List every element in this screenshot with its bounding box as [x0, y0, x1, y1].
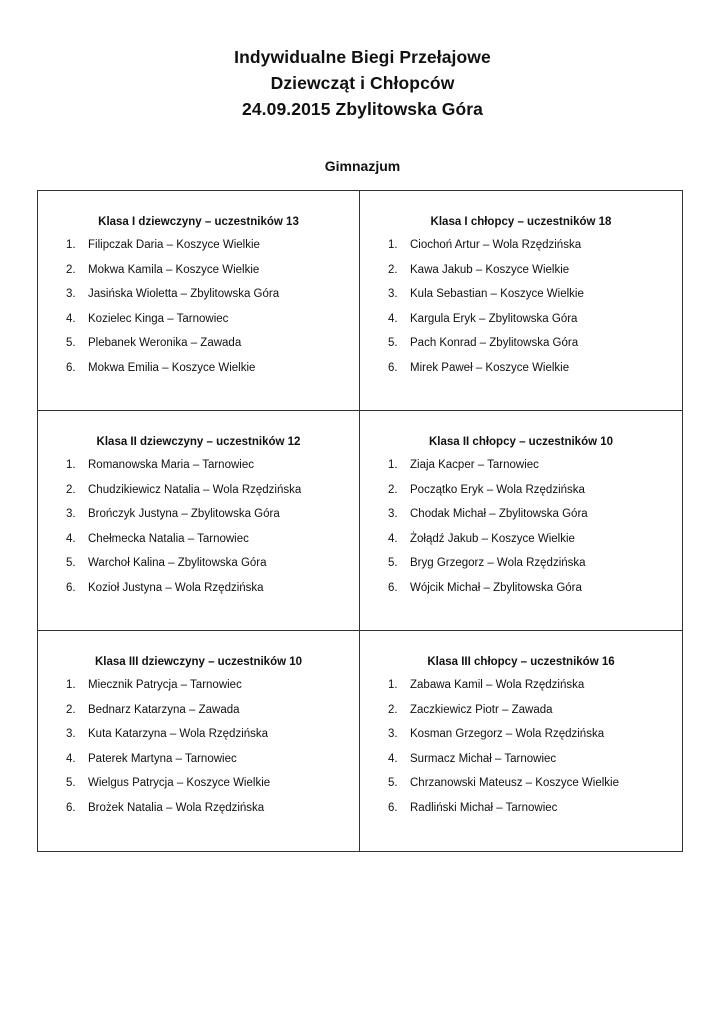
results-group-cell [360, 631, 682, 851]
entry-place-number: 3. [388, 728, 398, 741]
entry-place-number: 3. [388, 288, 398, 301]
entry-name-school: Wielgus Patrycja – Koszyce Wielkie [88, 777, 271, 790]
entry-name-school: Kula Sebastian – Koszyce Wielkie [410, 288, 584, 301]
ranking-list [66, 233, 349, 381]
entry-name-school: Żołądź Jakub – Koszyce Wielkie [410, 532, 575, 545]
entry-place-number: 2. [388, 483, 398, 496]
ranking-entry [66, 331, 349, 356]
ranking-entry [66, 527, 349, 552]
ranking-entry [388, 233, 672, 258]
results-group-cell [360, 411, 682, 631]
entry-name-school: Mokwa Kamila – Koszyce Wielkie [88, 263, 260, 276]
entry-place-number: 4. [66, 752, 76, 765]
ranking-entry [388, 331, 672, 356]
results-table [37, 190, 683, 852]
entry-place-number: 1. [66, 239, 76, 251]
group-heading: Klasa II chłopcy – uczestników 10 [428, 436, 614, 448]
ranking-entry [388, 673, 672, 698]
ranking-entry [388, 282, 672, 307]
ranking-entry [388, 356, 672, 381]
ranking-list [66, 673, 349, 821]
entry-place-number: 6. [388, 361, 398, 374]
entry-place-number: 6. [66, 801, 76, 814]
entry-place-number: 4. [388, 312, 398, 325]
entry-place-number: 3. [66, 288, 76, 301]
ranking-entry [66, 233, 349, 258]
school-level-subtitle: Gimnazjum [324, 158, 401, 174]
results-group-cell [38, 191, 360, 411]
entry-name-school: Kawa Jakub – Koszyce Wielkie [410, 263, 570, 276]
entry-name-school: Brończyk Justyna – Zbylitowska Góra [88, 508, 280, 521]
ranking-entry [388, 258, 672, 283]
entry-name-school: Miecznik Patrycja – Tarnowiec [88, 679, 242, 691]
ranking-list [388, 233, 672, 381]
entry-place-number: 3. [66, 508, 76, 521]
entry-place-number: 5. [66, 557, 76, 570]
entry-place-number: 5. [66, 777, 76, 790]
ranking-entry [66, 747, 349, 772]
ranking-entry [66, 307, 349, 332]
entry-place-number: 4. [388, 752, 398, 765]
entry-place-number: 2. [66, 263, 76, 276]
entry-place-number: 4. [66, 532, 76, 545]
entry-name-school: Radliński Michał – Tarnowiec [410, 801, 558, 814]
ranking-entry [66, 356, 349, 381]
ranking-entry [388, 722, 672, 747]
entry-place-number: 1. [388, 679, 398, 691]
entry-place-number: 6. [66, 581, 76, 594]
entry-name-school: Ziaja Kacper – Tarnowiec [410, 459, 539, 471]
entry-place-number: 6. [388, 581, 398, 594]
entry-name-school: Chudzikiewicz Natalia – Wola Rzędzińska [88, 483, 302, 496]
entry-name-school: Początko Eryk – Wola Rzędzińska [410, 483, 585, 496]
group-heading: Klasa I chłopcy – uczestników 18 [430, 216, 612, 228]
entry-place-number: 5. [388, 557, 398, 570]
entry-name-school: Warchoł Kalina – Zbylitowska Góra [88, 557, 267, 570]
ranking-entry [388, 747, 672, 772]
entry-place-number: 1. [66, 459, 76, 471]
ranking-entry [388, 502, 672, 527]
entry-name-school: Plebanek Weronika – Zawada [88, 337, 242, 350]
entry-name-school: Kargula Eryk – Zbylitowska Góra [410, 312, 578, 325]
ranking-entry [66, 771, 349, 796]
entry-place-number: 1. [388, 239, 398, 251]
entry-name-school: Chrzanowski Mateusz – Koszyce Wielkie [410, 777, 619, 790]
entry-place-number: 5. [388, 337, 398, 350]
entry-name-school: Bednarz Katarzyna – Zawada [88, 703, 240, 716]
entry-place-number: 4. [66, 312, 76, 325]
entry-name-school: Filipczak Daria – Koszyce Wielkie [88, 239, 260, 251]
entry-place-number: 2. [66, 483, 76, 496]
entry-place-number: 5. [66, 337, 76, 350]
ranking-entry [66, 722, 349, 747]
ranking-entry [66, 698, 349, 723]
ranking-entry [388, 796, 672, 821]
entry-place-number: 4. [388, 532, 398, 545]
ranking-entry [66, 502, 349, 527]
entry-place-number: 2. [388, 703, 398, 716]
ranking-entry [66, 453, 349, 478]
ranking-entry [388, 576, 672, 601]
ranking-entry [66, 258, 349, 283]
entry-name-school: Paterek Martyna – Tarnowiec [88, 752, 237, 765]
group-heading: Klasa I dziewczyny – uczestników 13 [98, 216, 299, 228]
ranking-entry [66, 673, 349, 698]
group-heading: Klasa III dziewczyny – uczestników 10 [94, 656, 303, 668]
entry-place-number: 5. [388, 777, 398, 790]
entry-name-school: Kozielec Kinga – Tarnowiec [88, 312, 229, 325]
ranking-entry [66, 576, 349, 601]
entry-name-school: Ciochoń Artur – Wola Rzędzińska [410, 239, 582, 251]
ranking-entry [388, 307, 672, 332]
title-line-event: Indywidualne Biegi Przełajowe [234, 47, 491, 67]
entry-name-school: Chełmecka Natalia – Tarnowiec [88, 532, 249, 545]
group-heading: Klasa II dziewczyny – uczestników 12 [96, 436, 301, 448]
entry-name-school: Kuta Katarzyna – Wola Rzędzińska [88, 728, 269, 741]
entry-name-school: Kosman Grzegorz – Wola Rzędzińska [410, 728, 605, 741]
entry-place-number: 6. [388, 801, 398, 814]
entry-name-school: Mirek Paweł – Koszyce Wielkie [410, 361, 570, 374]
ranking-list [388, 673, 672, 821]
entry-place-number: 6. [66, 361, 76, 374]
entry-name-school: Surmacz Michał – Tarnowiec [410, 752, 557, 765]
group-heading: Klasa III chłopcy – uczestników 16 [427, 656, 615, 668]
entry-name-school: Jasińska Wioletta – Zbylitowska Góra [88, 288, 280, 301]
entry-name-school: Kozioł Justyna – Wola Rzędzińska [88, 581, 264, 594]
results-group-cell [360, 191, 682, 411]
title-line-date-place: 24.09.2015 Zbylitowska Góra [241, 99, 484, 119]
ranking-list [66, 453, 349, 601]
entry-name-school: Pach Konrad – Zbylitowska Góra [410, 337, 579, 350]
ranking-entry [66, 796, 349, 821]
entry-place-number: 1. [66, 679, 76, 691]
ranking-entry [66, 282, 349, 307]
entry-place-number: 3. [66, 728, 76, 741]
entry-name-school: Brożek Natalia – Wola Rzędzińska [88, 801, 265, 814]
entry-place-number: 2. [388, 263, 398, 276]
entry-name-school: Mokwa Emilia – Koszyce Wielkie [88, 361, 256, 374]
document-header [0, 44, 725, 122]
ranking-entry [388, 478, 672, 503]
entry-name-school: Wójcik Michał – Zbylitowska Góra [410, 581, 582, 594]
results-group-cell [38, 631, 360, 851]
ranking-entry [66, 478, 349, 503]
ranking-list [388, 453, 672, 601]
entry-place-number: 2. [66, 703, 76, 716]
title-line-category: Dziewcząt i Chłopców [270, 73, 455, 93]
ranking-entry [388, 551, 672, 576]
ranking-entry [66, 551, 349, 576]
results-group-cell [38, 411, 360, 631]
ranking-entry [388, 771, 672, 796]
ranking-entry [388, 527, 672, 552]
entry-name-school: Bryg Grzegorz – Wola Rzędzińska [410, 557, 586, 570]
ranking-entry [388, 453, 672, 478]
entry-name-school: Romanowska Maria – Tarnowiec [88, 459, 254, 471]
entry-name-school: Zabawa Kamil – Wola Rzędzińska [410, 679, 585, 691]
ranking-entry [388, 698, 672, 723]
entry-name-school: Chodak Michał – Zbylitowska Góra [410, 508, 588, 521]
entry-name-school: Zaczkiewicz Piotr – Zawada [410, 703, 553, 716]
entry-place-number: 1. [388, 459, 398, 471]
entry-place-number: 3. [388, 508, 398, 521]
